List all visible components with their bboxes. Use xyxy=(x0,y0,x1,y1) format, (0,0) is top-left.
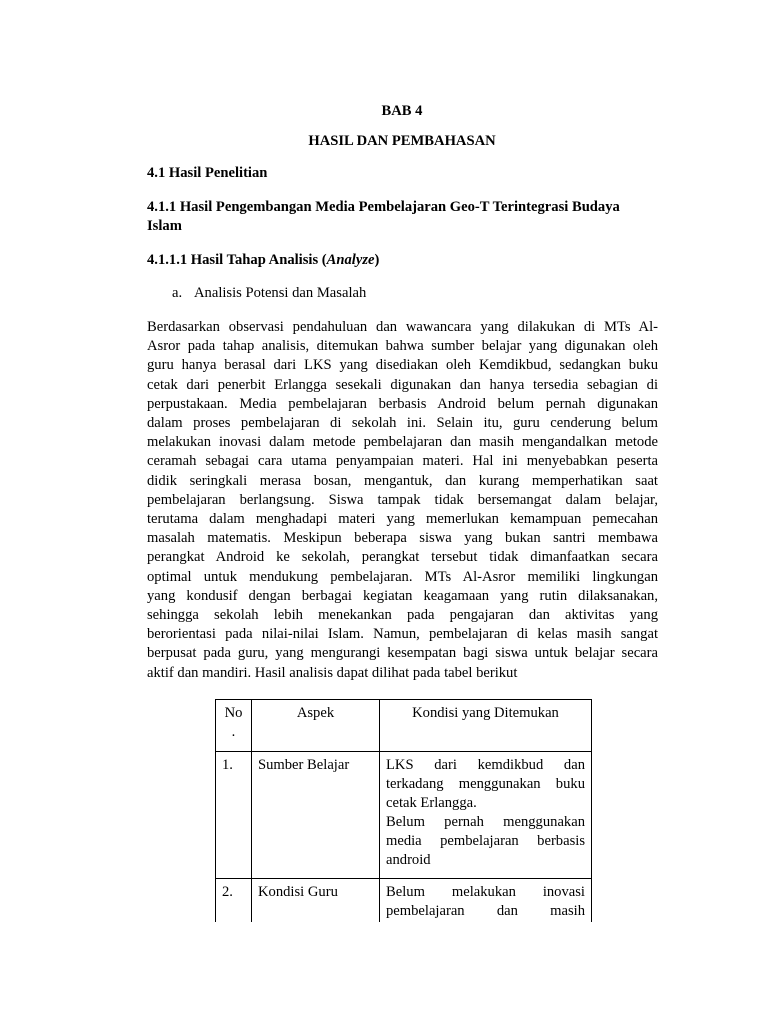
cell-line: pembelajaran dan masih xyxy=(386,903,585,919)
paragraph-line: Asror pada tahap analisis, ditemukan bahwa sumber belajar yang digunakan oleh xyxy=(147,338,658,355)
paragraph-line: dalam proses pembelajaran di sekolah ini. Selain itu, guru cenderung belum xyxy=(147,415,658,432)
analysis-table xyxy=(215,699,592,922)
paragraph-line: melakukan inovasi dalam metode pembelajaran dan masih mengandalkan metode xyxy=(147,434,658,451)
paragraph-line: ceramah sebagai cara utama penyampaian materi. Hal ini menyebabkan peserta xyxy=(147,453,658,470)
section-heading-4-1: 4.1 Hasil Penelitian xyxy=(147,165,268,181)
paragraph-line: yang kondusif dengan berbagai kegiatan keagamaan yang rutin dilaksanakan, xyxy=(147,587,658,604)
cell-no: 2. xyxy=(216,879,252,923)
header-kondisi: Kondisi yang Ditemukan xyxy=(380,700,592,752)
paragraph-line: guru hanya berasal dari LKS yang disediakan oleh Kemdikbud, sedangkan buku xyxy=(147,357,658,374)
paragraph-line: perangkat Android ke sekolah, perangkat tersebut tidak dimanfaatkan secara xyxy=(147,549,658,566)
paragraph-line: perpustakaan. Media pembelajaran berbasis Android belum pernah digunakan xyxy=(147,395,658,412)
paragraph-line: berpusat pada guru, yang mengurangi kesempatan bagi siswa untuk belajar secara xyxy=(147,645,658,662)
cell-kondisi xyxy=(380,752,592,879)
list-item-text: Analisis Potensi dan Masalah xyxy=(194,285,367,301)
cell-aspek: Sumber Belajar xyxy=(252,752,380,879)
cell-line: cetak Erlangga. xyxy=(386,795,477,811)
cell-aspek: Kondisi Guru xyxy=(252,879,380,923)
table-row xyxy=(216,879,592,923)
paragraph-line: cetak dari penerbit Erlangga sesekali digunakan dan hanya tersedia sebagian di xyxy=(147,376,658,393)
heading-prefix: 4.1.1.1 Hasil Tahap Analisis ( xyxy=(147,252,327,268)
section-heading-4-1-1-line2: Islam xyxy=(147,218,182,234)
table-row xyxy=(216,752,592,879)
list-marker: a. xyxy=(172,285,183,301)
chapter-label: BAB 4 xyxy=(381,103,423,119)
cell-line: terkadang menggunakan buku xyxy=(386,776,585,792)
header-aspek: Aspek xyxy=(252,700,380,752)
cell-kondisi xyxy=(380,879,592,923)
cell-line: android xyxy=(386,852,431,868)
list-item-a xyxy=(172,285,366,302)
paragraph-line: aktif dan mandiri. Hasil analisis dapat dilihat pada tabel berikut xyxy=(147,664,518,681)
heading-suffix: ) xyxy=(374,252,380,268)
paragraph-line: masalah matematis. Meskipun beberapa siswa yang bukan santri membawa xyxy=(147,530,658,547)
header-no xyxy=(216,700,252,752)
cell-line: Belum pernah menggunakan xyxy=(386,814,585,830)
chapter-title: HASIL DAN PEMBAHASAN xyxy=(308,133,496,149)
section-heading-4-1-1 xyxy=(147,198,659,236)
section-heading-4-1-1-line1: 4.1.1 Hasil Pengembangan Media Pembelajaran Geo-T Terintegrasi Budaya xyxy=(147,199,620,215)
cell-no: 1. xyxy=(216,752,252,879)
heading-italic: Analyze xyxy=(326,252,375,268)
paragraph-line: terutama dalam menghadapi materi yang memerlukan kemampuan pemecahan xyxy=(147,511,658,528)
paragraph-line: pembelajaran berlangsung. Siswa tampak tidak bersemangat dalam belajar, xyxy=(147,491,658,508)
paragraph-line: didik seringkali merasa bosan, mengantuk, dan kurang memperhatikan saat xyxy=(147,472,658,489)
cell-line: LKS dari kemdikbud dan xyxy=(386,757,585,773)
body-paragraph xyxy=(147,318,658,683)
section-heading-4-1-1-1 xyxy=(147,251,659,270)
table-header-row xyxy=(216,700,592,752)
paragraph-line: sehingga sekolah lebih menekankan pada pengajaran dan aktivitas yang xyxy=(147,607,658,624)
paragraph-line: optimal untuk mendukung pembelajaran. MTs Al-Asror memiliki lingkungan xyxy=(147,568,658,585)
cell-line: Belum melakukan inovasi xyxy=(386,884,585,900)
cell-line: media pembelajaran berbasis xyxy=(386,833,585,849)
table-container xyxy=(215,699,593,922)
paragraph-line: berorientasi pada nilai-nilai Islam. Namun, pembelajaran di kelas masih sangat xyxy=(147,626,658,643)
header-no-line2: . xyxy=(231,724,236,740)
paragraph-line: Berdasarkan observasi pendahuluan dan wawancara yang dilakukan di MTs Al- xyxy=(147,319,658,335)
header-no-line1: No xyxy=(224,705,243,721)
